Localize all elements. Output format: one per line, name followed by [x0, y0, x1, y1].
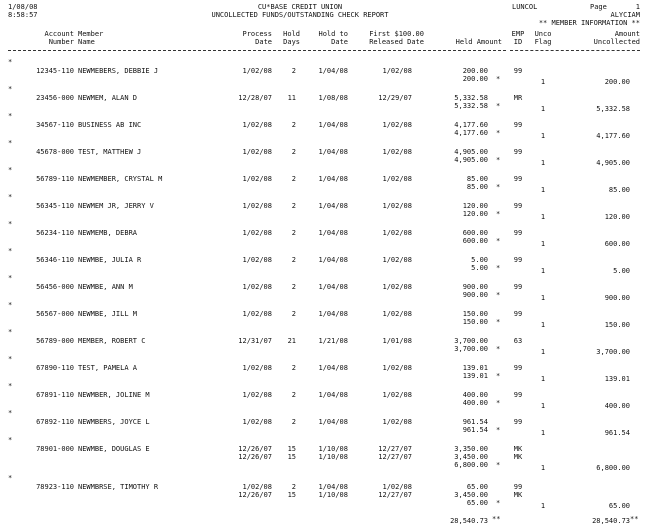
col-process-1: Process: [242, 30, 272, 38]
col-hold-to-1: Hold to: [318, 30, 348, 38]
account-number: 56789-110: [36, 175, 74, 183]
unco-flag: 1: [540, 213, 546, 221]
held-amount: 400.00: [462, 391, 488, 399]
hold-to-date: 1/04/08: [318, 391, 348, 399]
process-date: 1/02/08: [242, 256, 272, 264]
account-number: 56789-000: [36, 337, 74, 345]
amount-uncollected: 5,332.58: [596, 105, 630, 113]
hold-days: 2: [291, 175, 296, 183]
col-account-1: Account: [44, 30, 74, 38]
released-date: 1/02/08: [382, 364, 412, 372]
unco-flag: 1: [540, 267, 546, 275]
hold-days: 2: [291, 256, 296, 264]
held-amount: 139.01: [462, 364, 488, 372]
member-name: BUSINESS AB INC: [78, 121, 142, 129]
subtotal-marker: *: [496, 499, 501, 507]
member-name: NEWMBRSE, TIMOTHY R: [78, 483, 159, 491]
unco-flag: 1: [540, 78, 546, 86]
process-date: 1/02/08: [242, 391, 272, 399]
account-number: 45678-000: [36, 148, 74, 156]
member-name: TEST, PAMELA A: [78, 364, 138, 372]
unco-flag: 1: [540, 240, 546, 248]
row-marker: *: [8, 247, 13, 255]
subtotal-marker: *: [496, 345, 501, 353]
released-date: 1/02/08: [382, 391, 412, 399]
page-label: Page: [590, 3, 607, 11]
account-number: 56567-000: [36, 310, 74, 318]
account-number: 78901-000: [36, 445, 74, 453]
row-marker: *: [8, 301, 13, 309]
subtotal-marker: *: [496, 426, 501, 434]
amount-uncollected: 120.00: [604, 213, 630, 221]
emp-id: 99: [513, 391, 523, 399]
emp-id: 99: [513, 229, 523, 237]
unco-flag: 1: [540, 105, 546, 113]
account-number: 67892-110: [36, 418, 74, 426]
total-uncollected: 28,540.73: [592, 517, 630, 525]
hold-days: 2: [291, 229, 296, 237]
account-number: 67890-110: [36, 364, 74, 372]
amount-uncollected: 6,800.00: [596, 464, 630, 472]
held-amount: 4,177.60: [454, 121, 488, 129]
process-date: 1/02/08: [242, 364, 272, 372]
col-unco-2: Flag: [534, 38, 552, 46]
held-amount: 961.54: [462, 418, 488, 426]
emp-id: MK: [513, 491, 523, 499]
col-account-2: Number: [48, 38, 74, 46]
hold-to-date: 1/04/08: [318, 67, 348, 75]
held-amount: 120.00: [462, 202, 488, 210]
hold-to-date: 1/04/08: [318, 310, 348, 318]
emp-id: MR: [513, 94, 523, 102]
emp-id: 99: [513, 202, 523, 210]
hold-days: 15: [287, 491, 296, 499]
emp-id: 63: [513, 337, 523, 345]
col-hold-to-2: Date: [331, 38, 348, 46]
col-emp-1: EMP: [511, 30, 525, 38]
subtotal-marker: *: [496, 183, 501, 191]
hold-to-date: 1/10/08: [318, 491, 348, 499]
hold-days: 21: [287, 337, 296, 345]
released-date: 1/01/08: [382, 337, 412, 345]
total-uncollected-marker: **: [630, 515, 639, 523]
amount-uncollected: 961.54: [604, 429, 630, 437]
member-name: MEMBER, ROBERT C: [78, 337, 146, 345]
hold-days: 15: [287, 453, 296, 461]
held-subtotal: 5,332.58: [454, 102, 488, 110]
emp-id: 99: [513, 364, 523, 372]
emp-id: 99: [513, 175, 523, 183]
hold-days: 2: [291, 202, 296, 210]
emp-id: 99: [513, 483, 523, 491]
held-subtotal: 150.00: [462, 318, 488, 326]
total-held-amount: 28,540.73: [450, 517, 488, 525]
held-subtotal: 65.00: [466, 499, 488, 507]
account-number: 56345-110: [36, 202, 74, 210]
amount-uncollected: 4,177.60: [596, 132, 630, 140]
process-date: 1/02/08: [242, 121, 272, 129]
unco-flag: 1: [540, 375, 546, 383]
total-held-marker: **: [492, 515, 501, 523]
held-amount: 150.00: [462, 310, 488, 318]
unco-flag: 1: [540, 348, 546, 356]
subtotal-marker: *: [496, 156, 501, 164]
unco-flag: 1: [540, 321, 546, 329]
subtotal-marker: *: [496, 210, 501, 218]
hold-days: 2: [291, 418, 296, 426]
held-subtotal: 85.00: [466, 183, 488, 191]
member-name: NEWMBER, JOLINE M: [78, 391, 150, 399]
emp-id: 99: [513, 310, 523, 318]
released-date: 1/02/08: [382, 121, 412, 129]
unco-flag: 1: [540, 186, 546, 194]
account-number: 23456-000: [36, 94, 74, 102]
emp-id: MK: [513, 445, 523, 453]
col-unco-1: Unco: [534, 30, 552, 38]
held-amount: 600.00: [462, 229, 488, 237]
col-member-1: Member: [78, 30, 104, 38]
unco-flag: 1: [540, 429, 546, 437]
emp-id: 99: [513, 121, 523, 129]
account-number: 78923-110: [36, 483, 74, 491]
held-amount: 4,905.00: [454, 148, 488, 156]
hold-days: 11: [287, 94, 296, 102]
emp-id: 99: [513, 256, 523, 264]
member-name: NEWMBE, ANN M: [78, 283, 133, 291]
member-name: NEWMBE, DOUGLAS E: [78, 445, 150, 453]
hold-days: 2: [291, 121, 296, 129]
held-subtotal: 200.00: [462, 75, 488, 83]
emp-id: 99: [513, 67, 523, 75]
member-name: TEST, MATTHEW J: [78, 148, 142, 156]
process-date: 1/02/08: [242, 67, 272, 75]
row-marker: *: [8, 166, 13, 174]
subtotal-marker: *: [496, 264, 501, 272]
held-amount: 85.00: [466, 175, 488, 183]
amount-uncollected: 200.00: [604, 78, 630, 86]
hold-days: 2: [291, 391, 296, 399]
held-amount: 65.00: [466, 483, 488, 491]
member-name: NEWMEM, ALAN D: [78, 94, 138, 102]
released-date: 1/02/08: [382, 483, 412, 491]
held-amount: 3,350.00: [454, 445, 488, 453]
emp-id: MK: [513, 453, 523, 461]
hold-to-date: 1/10/08: [318, 453, 348, 461]
released-date: 1/02/08: [382, 67, 412, 75]
account-number: 56346-110: [36, 256, 74, 264]
hold-days: 2: [291, 310, 296, 318]
hold-to-date: 1/04/08: [318, 283, 348, 291]
row-marker: *: [8, 220, 13, 228]
process-date: 12/26/07: [238, 445, 272, 453]
process-date: 1/02/08: [242, 202, 272, 210]
hold-to-date: 1/04/08: [318, 483, 348, 491]
amount-uncollected: 85.00: [608, 186, 630, 194]
hold-days: 2: [291, 67, 296, 75]
process-date: 1/02/08: [242, 229, 272, 237]
process-date: 1/02/08: [242, 483, 272, 491]
report-user: ALYCIAM: [610, 11, 640, 19]
process-date: 1/02/08: [242, 310, 272, 318]
held-subtotal: 5.00: [471, 264, 488, 272]
amount-uncollected: 5.00: [613, 267, 630, 275]
subtotal-marker: *: [496, 129, 501, 137]
account-number: 56234-110: [36, 229, 74, 237]
col-released-1: First $100.00: [369, 30, 424, 38]
account-number: 12345-110: [36, 67, 74, 75]
held-subtotal: 6,800.00: [454, 461, 488, 469]
held-subtotal: 4,177.60: [454, 129, 488, 137]
hold-to-date: 1/21/08: [318, 337, 348, 345]
row-marker: *: [8, 274, 13, 282]
row-marker: *: [8, 355, 13, 363]
member-name: NEWMEM JR, JERRY V: [78, 202, 154, 210]
held-subtotal: 3,700.00: [454, 345, 488, 353]
held-amount: 3,450.00: [454, 453, 488, 461]
process-date: 1/02/08: [242, 418, 272, 426]
member-info-heading: ** MEMBER INFORMATION **: [538, 19, 640, 27]
process-date: 1/02/08: [242, 148, 272, 156]
member-name: NEWMEMB, DEBRA: [78, 229, 138, 237]
row-marker: *: [8, 474, 13, 482]
held-subtotal: 400.00: [462, 399, 488, 407]
row-marker: *: [8, 139, 13, 147]
amount-uncollected: 400.00: [604, 402, 630, 410]
col-process-2: Date: [255, 38, 272, 46]
member-name: NEWMEBERS, DEBBIE J: [78, 67, 159, 75]
row-marker: *: [8, 409, 13, 417]
process-date: 1/02/08: [242, 175, 272, 183]
held-amount: 5.00: [471, 256, 488, 264]
subtotal-marker: *: [496, 102, 501, 110]
row-marker: *: [8, 193, 13, 201]
held-amount: 900.00: [462, 283, 488, 291]
amount-uncollected: 139.01: [604, 375, 630, 383]
hold-days: 2: [291, 148, 296, 156]
amount-uncollected: 4,905.00: [596, 159, 630, 167]
released-date: 1/02/08: [382, 148, 412, 156]
org-name: CU*BASE CREDIT UNION: [257, 3, 343, 11]
row-marker: *: [8, 436, 13, 444]
col-hold-days-2: Days: [283, 38, 300, 46]
released-date: 1/02/08: [382, 418, 412, 426]
hold-to-date: 1/08/08: [318, 94, 348, 102]
col-hold-days-1: Hold: [283, 30, 300, 38]
row-marker: *: [8, 58, 13, 66]
page-number: 1: [635, 3, 640, 11]
unco-flag: 1: [540, 464, 546, 472]
process-date: 12/31/07: [238, 337, 272, 345]
held-amount: 3,700.00: [454, 337, 488, 345]
emp-id: 99: [513, 148, 523, 156]
col-uncollected-2: Uncollected: [593, 38, 640, 46]
released-date: 12/27/07: [378, 453, 412, 461]
hold-to-date: 1/04/08: [318, 148, 348, 156]
hold-days: 2: [291, 364, 296, 372]
process-date: 1/02/08: [242, 283, 272, 291]
report-date: 1/08/08: [8, 3, 38, 11]
emp-id: 99: [513, 418, 523, 426]
report-title: UNCOLLECTED FUNDS/OUTSTANDING CHECK REPORT: [211, 11, 389, 19]
account-number: 67891-110: [36, 391, 74, 399]
amount-uncollected: 900.00: [604, 294, 630, 302]
member-name: NEWMBE, JULIA R: [78, 256, 142, 264]
col-member-2: Name: [78, 38, 95, 46]
amount-uncollected: 3,700.00: [596, 348, 630, 356]
row-marker: *: [8, 328, 13, 336]
col-uncollected-1: Amount: [614, 30, 640, 38]
row-marker: *: [8, 382, 13, 390]
col-held-amount: Held Amount: [455, 38, 502, 46]
held-amount: 200.00: [462, 67, 488, 75]
held-subtotal: 600.00: [462, 237, 488, 245]
subtotal-marker: *: [496, 318, 501, 326]
process-date: 12/26/07: [238, 453, 272, 461]
subtotal-marker: *: [496, 461, 501, 469]
process-date: 12/26/07: [238, 491, 272, 499]
subtotal-marker: *: [496, 75, 501, 83]
released-date: 1/02/08: [382, 283, 412, 291]
member-name: NEWMBERS, JOYCE L: [78, 418, 150, 426]
unco-flag: 1: [540, 294, 546, 302]
amount-uncollected: 65.00: [608, 502, 630, 510]
held-subtotal: 139.01: [462, 372, 488, 380]
process-date: 12/28/07: [238, 94, 272, 102]
report-time: 8:58:57: [8, 11, 38, 19]
held-subtotal: 900.00: [462, 291, 488, 299]
hold-days: 15: [287, 445, 296, 453]
held-amount: 5,332.58: [454, 94, 488, 102]
header-divider: [8, 50, 506, 51]
released-date: 1/02/08: [382, 175, 412, 183]
emp-id: 99: [513, 283, 523, 291]
col-emp-2: ID: [513, 38, 523, 46]
account-number: 34567-110: [36, 121, 74, 129]
unco-flag: 1: [540, 502, 546, 510]
member-name: NEWMEMBER, CRYSTAL M: [78, 175, 163, 183]
released-date: 1/02/08: [382, 202, 412, 210]
hold-to-date: 1/04/08: [318, 121, 348, 129]
released-date: 1/02/08: [382, 229, 412, 237]
released-date: 12/27/07: [378, 491, 412, 499]
account-number: 56456-000: [36, 283, 74, 291]
hold-to-date: 1/04/08: [318, 256, 348, 264]
hold-to-date: 1/04/08: [318, 364, 348, 372]
subtotal-marker: *: [496, 291, 501, 299]
report-code: LUNCOL: [512, 3, 538, 11]
held-subtotal: 120.00: [462, 210, 488, 218]
amount-uncollected: 600.00: [604, 240, 630, 248]
subtotal-marker: *: [496, 399, 501, 407]
subtotal-marker: *: [496, 237, 501, 245]
held-subtotal: 4,905.00: [454, 156, 488, 164]
member-name: NEWMBE, JILL M: [78, 310, 138, 318]
hold-to-date: 1/04/08: [318, 418, 348, 426]
hold-to-date: 1/04/08: [318, 229, 348, 237]
hold-days: 2: [291, 283, 296, 291]
unco-flag: 1: [540, 402, 546, 410]
row-marker: *: [8, 85, 13, 93]
unco-flag: 1: [540, 159, 546, 167]
row-marker: *: [8, 112, 13, 120]
unco-flag: 1: [540, 132, 546, 140]
released-date: 12/29/07: [378, 94, 412, 102]
held-subtotal: 961.54: [462, 426, 488, 434]
hold-days: 2: [291, 483, 296, 491]
hold-to-date: 1/10/08: [318, 445, 348, 453]
released-date: 12/27/07: [378, 445, 412, 453]
amount-uncollected: 150.00: [604, 321, 630, 329]
released-date: 1/02/08: [382, 310, 412, 318]
held-amount: 3,450.00: [454, 491, 488, 499]
released-date: 1/02/08: [382, 256, 412, 264]
subtotal-marker: *: [496, 372, 501, 380]
hold-to-date: 1/04/08: [318, 175, 348, 183]
col-released-2: Released Date: [369, 38, 424, 46]
hold-to-date: 1/04/08: [318, 202, 348, 210]
header-divider-right: [510, 50, 640, 51]
